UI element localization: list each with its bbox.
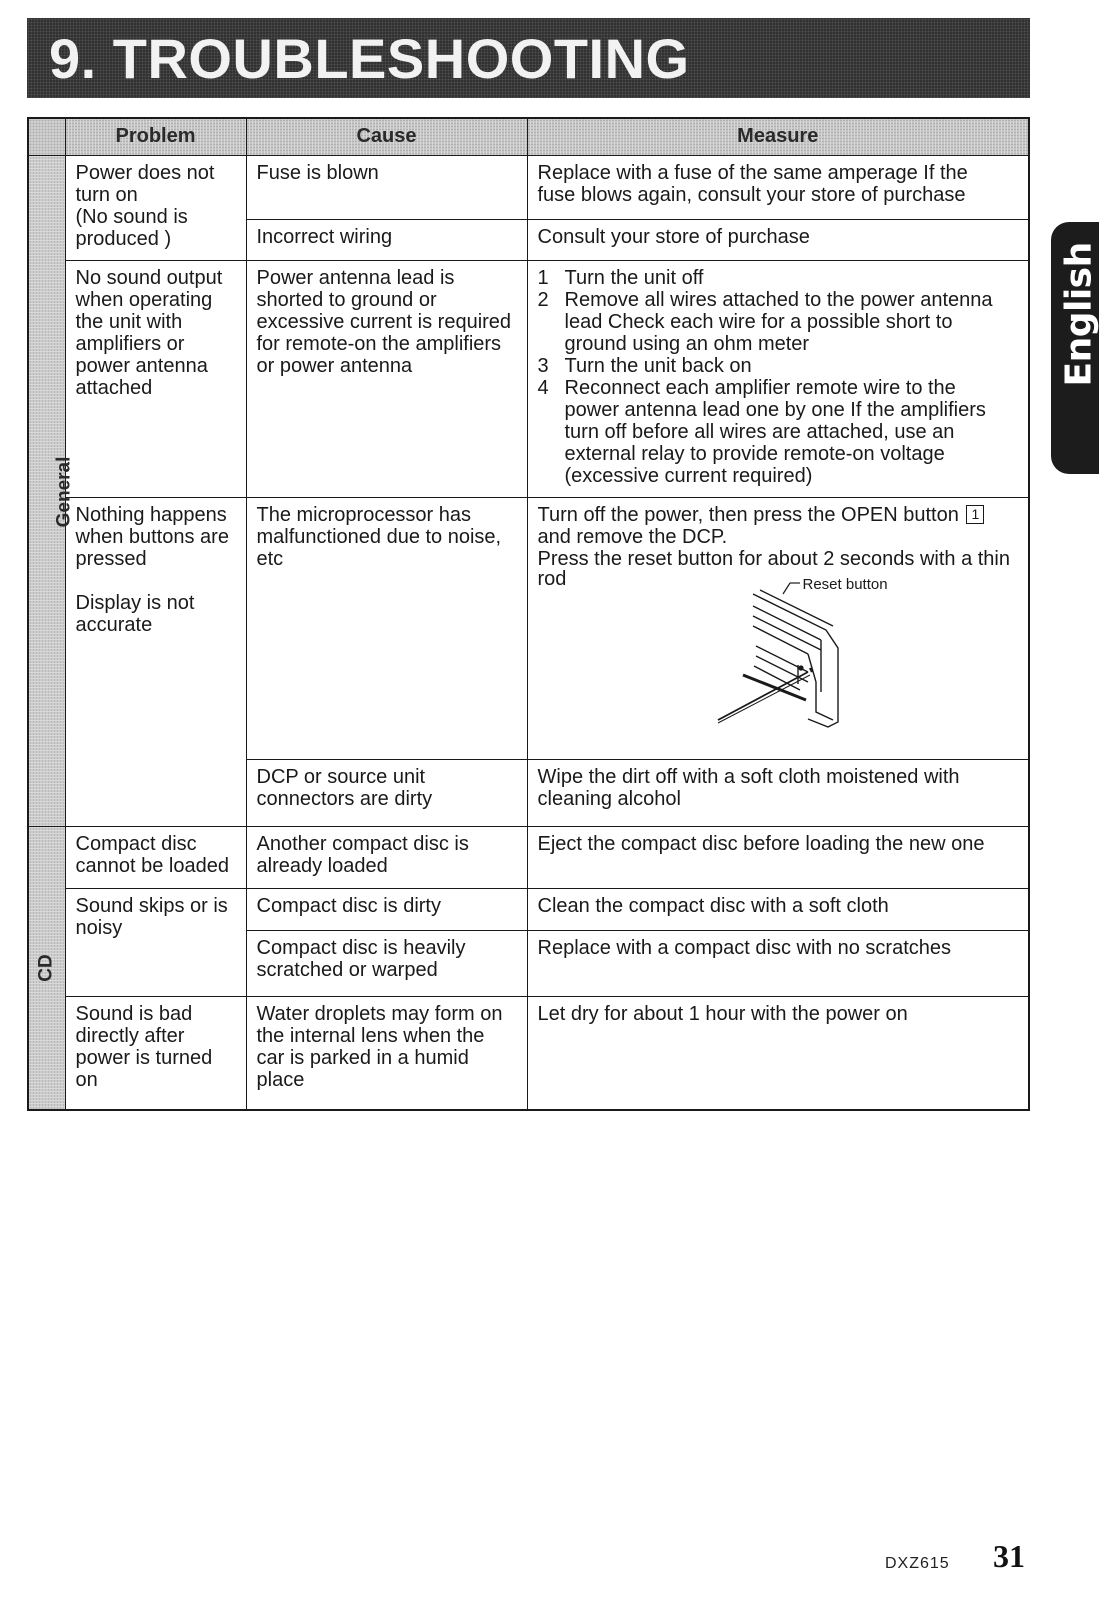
cause-line: connectors are dirty [256, 788, 433, 810]
measure-line: fuse blows again, consult your store of purchase [537, 184, 966, 206]
problem-line: Compact disc [75, 833, 197, 855]
step-line: turn off before all wires are attached, use an [564, 421, 955, 443]
table-row [28, 997, 1029, 1110]
problem-line: Sound is bad [75, 1003, 193, 1025]
problem-cell [65, 156, 246, 261]
measure-cell [527, 997, 1029, 1110]
cause-line: or power antenna [256, 355, 413, 377]
problem-line: power antenna [75, 355, 208, 377]
measure-line: Press the reset button for about 2 seconds with a thin [537, 548, 1010, 570]
column-header-problem: Problem [65, 118, 246, 156]
cause-cell [246, 760, 527, 827]
category-header-cell [28, 118, 65, 156]
title-banner [27, 18, 1030, 98]
cause-cell [246, 261, 527, 498]
step-text [565, 267, 1019, 289]
cause-line: for remote-on the amplifiers [256, 333, 502, 355]
measure-line: Clean the compact disc with a soft cloth [537, 895, 889, 917]
step-line: external relay to provide remote-on voltage [564, 443, 945, 465]
measure-cell [527, 931, 1029, 997]
cause-line: car is parked in a humid [256, 1047, 469, 1069]
step-line: lead Check each wire for a possible short to [564, 311, 953, 333]
cause-line: the internal lens when the [256, 1025, 485, 1047]
column-header-cause: Cause [246, 118, 527, 156]
problem-line: noisy [75, 917, 123, 939]
measure-cell [527, 498, 1029, 760]
measure-line [538, 504, 1019, 526]
measure-cell [527, 220, 1029, 261]
category-general-label: General [53, 456, 75, 527]
cause-line: excessive current is required [256, 311, 512, 333]
cause-line: Fuse is blown [256, 162, 379, 184]
measure-cell [527, 261, 1029, 498]
table-row [28, 498, 1029, 760]
problem-line: No sound output [75, 267, 223, 289]
cause-line: Another compact disc is [256, 833, 469, 855]
problem-line: (No sound is [75, 206, 188, 228]
measure-cell [527, 889, 1029, 931]
open-button-number: 1 [966, 505, 984, 524]
measure-line: Eject the compact disc before loading the new one [537, 833, 985, 855]
measure-cell [527, 827, 1029, 889]
measure-line: cleaning alcohol [537, 788, 681, 810]
measure-line: Let dry for about 1 hour with the power on [537, 1003, 908, 1025]
problem-line: the unit with [75, 311, 183, 333]
cause-cell [246, 827, 527, 889]
troubleshooting-table [27, 117, 1030, 1111]
cause-line: Compact disc is heavily [256, 937, 466, 959]
problem-line: Sound skips or is [75, 895, 228, 917]
problem-line: power is turned [75, 1047, 213, 1069]
cause-line: shorted to ground or [256, 289, 437, 311]
cause-line: scratched or warped [256, 959, 438, 981]
step-number: 3 [537, 355, 549, 377]
problem-line: pressed [75, 548, 147, 570]
step-line: (excessive current required) [564, 465, 813, 487]
problem-line: Nothing happens [75, 504, 227, 526]
model-number: DXZ615 [885, 1555, 950, 1572]
cause-cell [246, 889, 527, 931]
step-line: Turn the unit off [564, 267, 704, 289]
cause-cell [246, 997, 527, 1110]
step-line: Turn the unit back on [564, 355, 752, 377]
cause-cell [246, 931, 527, 997]
reset-button-label: Reset button [802, 576, 888, 593]
problem-line [76, 570, 236, 592]
language-tab [1051, 222, 1099, 474]
problem-line: produced ) [75, 228, 172, 250]
measure-line: rod [537, 568, 567, 590]
measure-line: Replace with a fuse of the same amperage If the [537, 162, 968, 184]
cause-cell [246, 220, 527, 261]
column-header-measure: Measure [527, 118, 1029, 156]
problem-line: accurate [75, 614, 153, 636]
page-number: 31 [993, 1538, 1025, 1574]
language-tab-label: English [1058, 242, 1099, 387]
step-number: 4 [537, 377, 549, 399]
cause-line: Compact disc is dirty [256, 895, 441, 917]
step-number: 1 [537, 267, 549, 289]
problem-line: Display is not [75, 592, 195, 614]
step-number: 2 [537, 289, 549, 311]
problem-line: cannot be loaded [75, 855, 229, 877]
cause-cell [246, 498, 527, 760]
problem-line: directly after [75, 1025, 185, 1047]
measure-line: Replace with a compact disc with no scratches [537, 937, 952, 959]
reset-button-figure [537, 568, 1019, 732]
measure-line: Wipe the dirt off with a soft cloth moistened with [537, 766, 960, 788]
cause-line: malfunctioned due to noise, [256, 526, 502, 548]
table-row [28, 156, 1029, 220]
measure-cell [527, 156, 1029, 220]
table-row [28, 827, 1029, 889]
category-cd [28, 827, 65, 1110]
measure-step [538, 289, 1019, 355]
cause-cell [246, 156, 527, 220]
measure-cell [527, 760, 1029, 827]
step-text [565, 377, 1019, 487]
problem-cell [65, 889, 246, 997]
table-header-row [28, 118, 1029, 156]
category-cd-label: CD [35, 954, 57, 982]
cause-line: etc [256, 548, 284, 570]
measure-line: Consult your store of purchase [537, 226, 810, 248]
step-text [565, 289, 1019, 355]
problem-line: when buttons are [75, 526, 229, 548]
measure-step [538, 377, 1019, 487]
cause-line: The microprocessor has [256, 504, 472, 526]
measure-text: Turn off the power, then press the OPEN button [537, 504, 959, 526]
problem-cell [65, 997, 246, 1110]
table-row [28, 261, 1029, 498]
problem-line: amplifiers or [75, 333, 185, 355]
problem-line: turn on [75, 184, 138, 206]
step-line: power antenna lead one by one If the amplifiers [564, 399, 986, 421]
step-line: Reconnect each amplifier remote wire to the [564, 377, 956, 399]
page-title: 9. TROUBLESHOOTING [49, 27, 690, 90]
category-general [28, 156, 75, 827]
step-text [565, 355, 1019, 377]
problem-line: when operating [75, 289, 213, 311]
measure-line: and remove the DCP. [537, 526, 728, 548]
measure-step [538, 355, 1019, 377]
measure-step [538, 267, 1019, 289]
cause-line: DCP or source unit [256, 766, 426, 788]
problem-line: attached [75, 377, 153, 399]
cause-line: place [256, 1069, 305, 1091]
problem-line: on [75, 1069, 98, 1091]
problem-line: Power does not [75, 162, 215, 184]
step-line: Remove all wires attached to the power antenna [564, 289, 993, 311]
problem-cell [65, 498, 246, 827]
cause-line: already loaded [256, 855, 388, 877]
table-row [28, 889, 1029, 931]
cause-line: Power antenna lead is [256, 267, 455, 289]
cause-line: Water droplets may form on [256, 1003, 503, 1025]
reset-button-illustration [538, 572, 1018, 732]
cause-line: Incorrect wiring [256, 226, 393, 248]
problem-cell [65, 261, 246, 498]
problem-cell [65, 827, 246, 889]
step-line: ground using an ohm meter [564, 333, 810, 355]
